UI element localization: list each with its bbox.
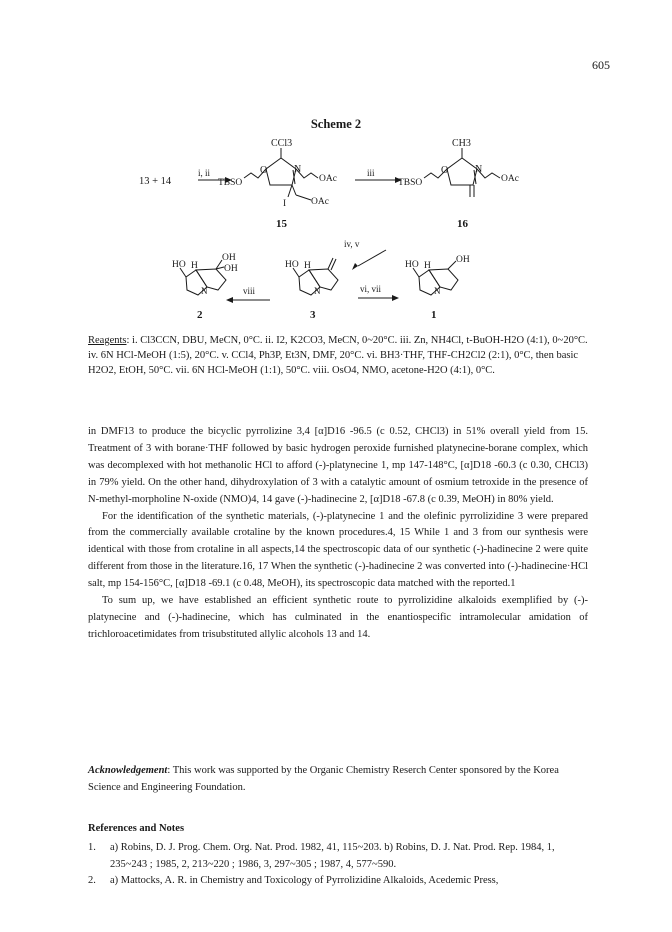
hydroxyl-label: OH <box>222 253 236 263</box>
reference-text: a) Mattocks, A. R. in Chemistry and Toxicology of Pyrrolizidine Alkaloids, Acedemic Press, <box>110 875 499 886</box>
nitrogen-label: N <box>294 164 302 175</box>
hydrogen-label: H <box>191 261 198 271</box>
oxygen-label: O <box>260 165 268 176</box>
arrow-label-iv-v: iv, v <box>344 239 360 249</box>
compound-16-label: 16 <box>457 218 468 230</box>
body-paragraph-3: To sum up, we have established an efficient synthetic route to pyrrolizidine alkaloids exemplified by (-)-platynecine and (-)-hadinecine, which has culminated in the enantiospecific intramolecular amidation of trichloroacetimidates from trisubstituted allylic alcohols 13 and 14. <box>88 595 588 640</box>
ccl3-label: CCl3 <box>271 138 293 149</box>
reagents-caption <box>88 333 588 378</box>
reagents-label: Reagents <box>88 335 127 346</box>
compound-2-label: 2 <box>197 309 203 321</box>
reference-text: a) Robins, D. J. Prog. Chem. Org. Nat. Prod. 1982, 41, 115~203. b) Robins, D. J. Nat. Prod. Rep. 1984, 1, 235~243 ; 1985, 2, 213~220 ; 1986, 3, 297~305 ; 1987, 4, 577~590. <box>110 842 555 870</box>
starting-materials: 13 + 14 <box>139 176 172 187</box>
compound-15-label: 15 <box>276 218 287 230</box>
body-text <box>88 424 588 644</box>
arrow-label-i-ii: i, ii <box>198 168 211 178</box>
compound-3-label: 3 <box>310 309 316 321</box>
hydroxyl-label: OH <box>224 264 238 274</box>
references-list <box>88 840 588 890</box>
reference-number: 2. <box>88 875 96 886</box>
nitrogen-label: N <box>314 286 321 296</box>
tbso-label: TBSO <box>398 178 423 188</box>
hydroxyl-label: HO <box>405 260 419 270</box>
compound-1-label: 1 <box>431 309 437 321</box>
body-paragraph-1: in DMF13 to produce the bicyclic pyrrolizine 3,4 [α]D16 -96.5 (c 0.52, CHCl3) in 51% overall yield from 15. Treatment of 3 with borane·THF followed by basic hydrogen peroxide furnished platynecine-borane complex, which was decomplexed with hot methanolic HCl to afford (-)-platynecine 1, mp 147-148°C, [α]D18 -60.3 (c 0.30, CHCl3) in 79% yield. On the other hand, dihydroxylation of 3 with a catalytic amount of osmium tetroxide in the presence of N-methyl-morpholine N-oxide (NMO)4, 14 gave (-)-hadinecine 2, [α]D18 -67.8 (c 0.39, MeOH) in 80% yield. <box>88 426 588 505</box>
oac-label: OAc <box>501 174 519 184</box>
acknowledgement-label: Acknowledgement <box>88 765 168 776</box>
arrow-label-viii: viii <box>243 286 256 296</box>
hydroxyl-label: OH <box>456 255 470 265</box>
reference-item <box>88 873 588 890</box>
reaction-scheme <box>0 130 672 330</box>
acknowledgement-text: : This work was supported by the Organic Chemistry Reserch Center sponsored by the Korea Science and Engineering Foundation. <box>88 765 559 793</box>
oxazoline-ring-15 <box>266 158 296 185</box>
arrow-label-vi-vii: vi, vii <box>360 284 382 294</box>
oxygen-label: O <box>441 165 449 176</box>
hydrogen-label: H <box>424 261 431 271</box>
hydrogen-label: H <box>304 261 311 271</box>
hydroxyl-label: HO <box>285 260 299 270</box>
reference-number: 1. <box>88 842 96 853</box>
references-heading: References and Notes <box>88 823 185 834</box>
hydroxyl-label: HO <box>172 260 186 270</box>
reference-item <box>88 840 588 873</box>
ch3-label: CH3 <box>452 138 471 149</box>
iodine-label: I <box>283 199 287 209</box>
oxazoline-ring-16 <box>447 158 477 185</box>
nitrogen-label: N <box>434 286 441 296</box>
arrow-label-iii: iii <box>367 168 375 178</box>
scheme-title: Scheme 2 <box>310 117 362 131</box>
page-number: 605 <box>592 58 610 72</box>
oac-label: OAc <box>319 174 337 184</box>
reagents-text: : i. Cl3CCN, DBU, MeCN, 0°C. ii. I2, K2CO3, MeCN, 0~20°C. iii. Zn, NH4Cl, t-BuOH-H2O (4:1), 0~20°C. iv. 6N HCl-MeOH (1:5), 20°C. v. CCl4, Ph3P, Et3N, DMF, 20°C. vi. BH3·THF, THF-CH2Cl2 (2:1), 0°C, then basic H2O2, EtOH, 50°C. vii. 6N HCl-MeOH (1:1), 50°C. viii. OsO4, NMO, acetone-H2O (4:1), 0°C. <box>88 335 588 376</box>
nitrogen-label: N <box>201 286 208 296</box>
tbso-label: TBSO <box>218 178 243 188</box>
nitrogen-label: N <box>475 164 483 175</box>
oac-label: OAc <box>311 197 329 207</box>
body-paragraph-2: For the identification of the synthetic materials, (-)-platynecine 1 and the olefinic pyrrolizidine 3 were prepared from the commercially available crotaline by the known procedures.4, 15 While 1 and 3 from our synthesis were identical with those from crotaline in all aspects,14 the spectroscopic data of our synthetic (-)-hadinecine 2 were quite different from those in the literature.16, 17 When the synthetic (-)-hadinecine 2 was converted into (-)-hadinecine·HCl salt, mp 154-156°C, [α]D18 -69.1 (c 0.48, MeOH), its spectroscopic data matched with the reported.1 <box>88 510 588 590</box>
acknowledgement <box>88 763 588 796</box>
